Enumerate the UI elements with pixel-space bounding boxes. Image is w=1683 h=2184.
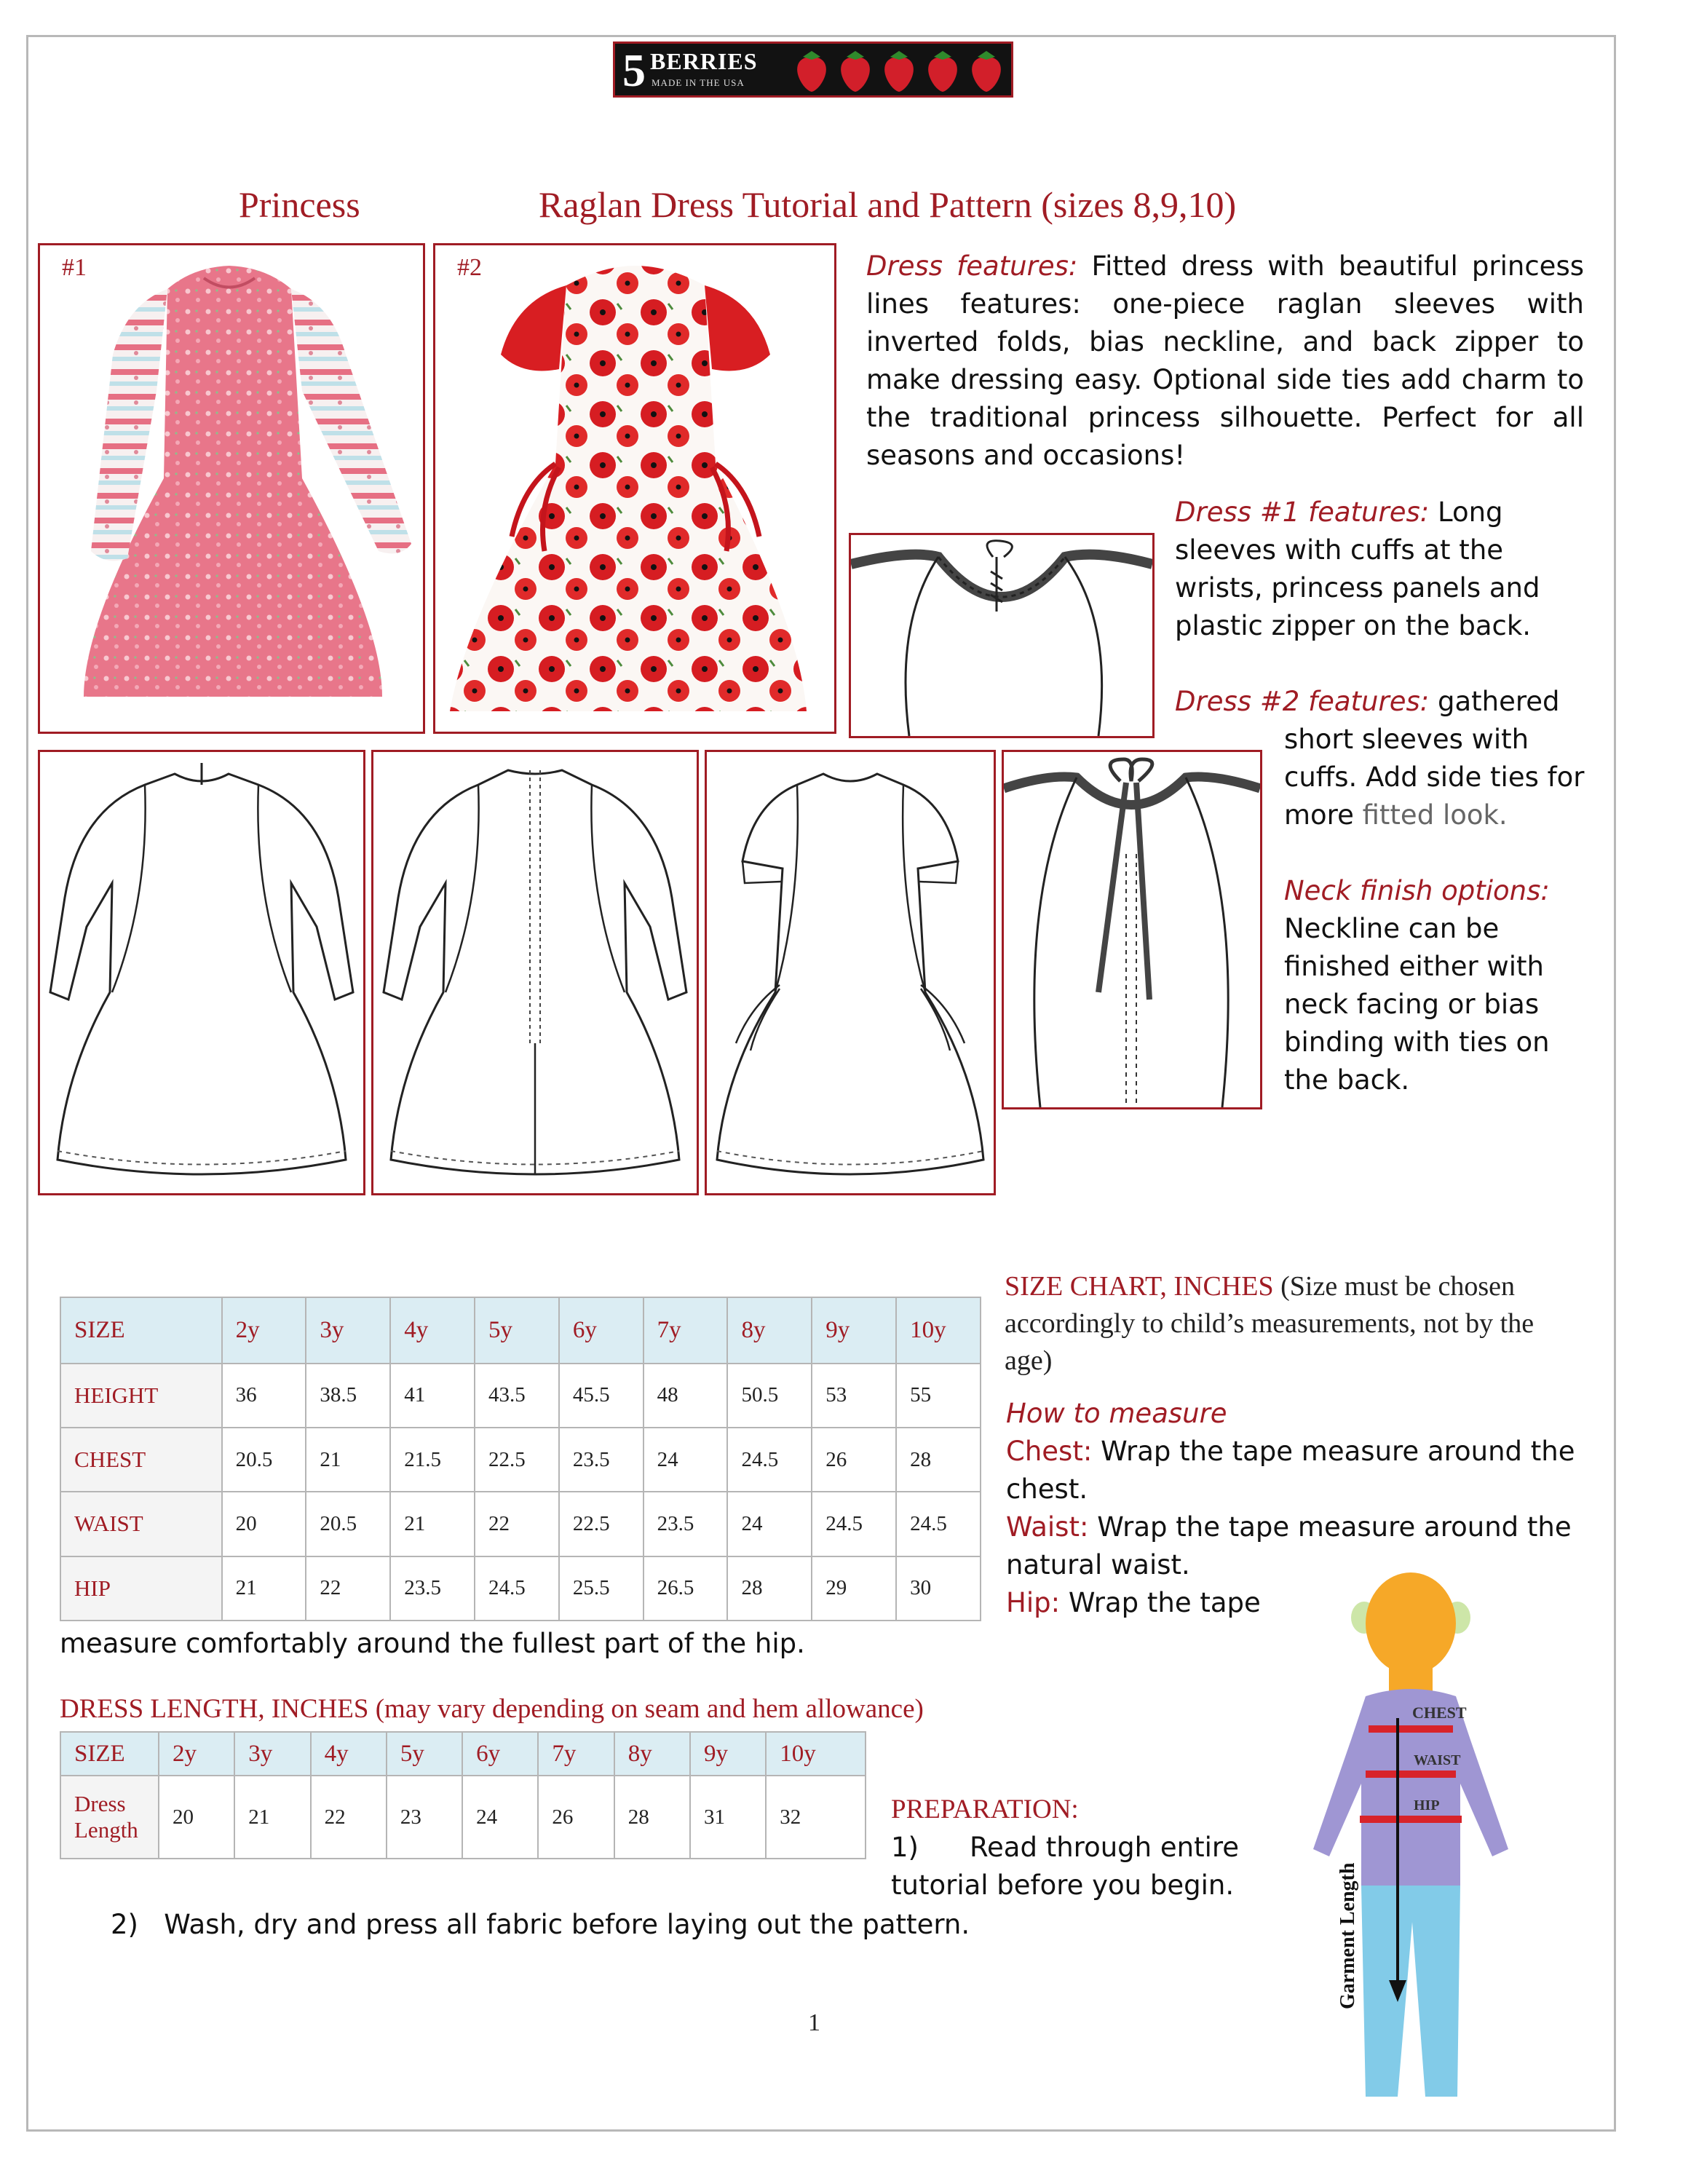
cell: 28 bbox=[614, 1776, 690, 1859]
cell: 50.5 bbox=[727, 1364, 812, 1428]
cell: 29 bbox=[812, 1556, 896, 1621]
brand-logo bbox=[613, 41, 1013, 98]
cell: 28 bbox=[727, 1556, 812, 1621]
dress-length-table bbox=[60, 1731, 866, 1859]
size-chart-col: 5y bbox=[475, 1297, 559, 1364]
size-chart-col-size: SIZE bbox=[60, 1297, 222, 1364]
cell: 20.5 bbox=[222, 1428, 306, 1492]
dress-length-col: 4y bbox=[311, 1732, 387, 1776]
cell: 20 bbox=[159, 1776, 234, 1859]
figure-legs bbox=[1361, 1886, 1460, 2097]
chest-label: Chest: bbox=[1006, 1436, 1093, 1467]
cell: 28 bbox=[896, 1428, 981, 1492]
hip-text-continued: measure comfortably around the fullest part of the hip. bbox=[60, 1628, 805, 1659]
size-chart-heading: SIZE CHART, INCHES bbox=[1005, 1271, 1274, 1302]
dress-length-col: 8y bbox=[614, 1732, 690, 1776]
cell: 23 bbox=[387, 1776, 462, 1859]
cell: 24 bbox=[644, 1428, 728, 1492]
cell: 21 bbox=[390, 1492, 475, 1556]
photo-2-label: #2 bbox=[457, 254, 482, 281]
row-label: CHEST bbox=[60, 1428, 222, 1492]
cell: 31 bbox=[690, 1776, 766, 1859]
figure-head bbox=[1366, 1572, 1456, 1674]
dress2-features-text-c: fitted look. bbox=[1362, 799, 1508, 831]
cell: 20.5 bbox=[306, 1492, 390, 1556]
bias-tie-neckline-sketch bbox=[1004, 752, 1260, 1107]
poppy-dress-illustration bbox=[435, 245, 834, 732]
cell: 24.5 bbox=[812, 1492, 896, 1556]
dress-length-row bbox=[60, 1776, 866, 1859]
waist-label: Waist: bbox=[1006, 1511, 1089, 1543]
size-chart-col: 7y bbox=[644, 1297, 728, 1364]
cell: 55 bbox=[896, 1364, 981, 1428]
dress-length-row-label: Dress Length bbox=[60, 1776, 159, 1859]
cell: 25.5 bbox=[559, 1556, 644, 1621]
back-view-sketch bbox=[373, 752, 697, 1193]
dress2-features-cont bbox=[1284, 721, 1590, 834]
photo-1-label: #1 bbox=[62, 254, 87, 281]
how-to-measure-heading: How to measure bbox=[1006, 1398, 1227, 1429]
sketch-front-long-sleeve bbox=[38, 750, 365, 1195]
dress2-features-label: Dress #2 features: bbox=[1175, 686, 1430, 717]
preparation-step-1 bbox=[891, 1829, 1270, 1904]
logo-tagline: MADE IN THE USA bbox=[652, 77, 745, 88]
step1-number: 1) bbox=[891, 1832, 919, 1863]
title-princess: Princess bbox=[239, 184, 360, 225]
figure-chest-label: CHEST bbox=[1412, 1704, 1467, 1722]
strawberries-icon bbox=[790, 47, 1008, 95]
size-chart-col: 8y bbox=[727, 1297, 812, 1364]
cell: 45.5 bbox=[559, 1364, 644, 1428]
photo-dress-1 bbox=[38, 243, 425, 734]
cell: 22 bbox=[306, 1556, 390, 1621]
neck-finish-text: Neckline can be finished either with neck facing or bias binding with ties on the back. bbox=[1284, 913, 1550, 1096]
hip-label: Hip: bbox=[1006, 1587, 1061, 1618]
cell: 22 bbox=[475, 1492, 559, 1556]
dress-features-label: Dress features: bbox=[866, 250, 1078, 282]
cell: 21 bbox=[234, 1776, 310, 1859]
cell: 41 bbox=[390, 1364, 475, 1428]
cell: 20 bbox=[222, 1492, 306, 1556]
dress-length-col: 10y bbox=[766, 1732, 866, 1776]
neck-finish-label: Neck finish options: bbox=[1284, 875, 1550, 906]
dress2-features-text-b: short sleeves with cuffs. Add side ties for more bbox=[1284, 724, 1585, 831]
hip-line bbox=[1360, 1816, 1462, 1823]
cell: 21 bbox=[306, 1428, 390, 1492]
dress2-features-text-a: gathered bbox=[1438, 686, 1560, 717]
size-chart-col: 3y bbox=[306, 1297, 390, 1364]
chest-text: Wrap the tape measure around the chest. bbox=[1006, 1436, 1575, 1505]
dress1-features-paragraph bbox=[1175, 494, 1590, 645]
size-chart-col: 4y bbox=[390, 1297, 475, 1364]
size-chart-col: 6y bbox=[559, 1297, 644, 1364]
hip-text: Wrap the tape bbox=[1068, 1587, 1261, 1618]
waist-text: Wrap the tape measure around the natural waist. bbox=[1006, 1511, 1572, 1580]
sketch-front-short-sleeve bbox=[705, 750, 996, 1195]
step2-number: 2) bbox=[111, 1909, 138, 1940]
cell: 24.5 bbox=[727, 1428, 812, 1492]
size-chart-col: 10y bbox=[896, 1297, 981, 1364]
cell: 22 bbox=[311, 1776, 387, 1859]
dress-length-col: 5y bbox=[387, 1732, 462, 1776]
dress-length-col: 2y bbox=[159, 1732, 234, 1776]
dress-features-paragraph bbox=[866, 248, 1584, 475]
neck-detail-zipper bbox=[849, 533, 1155, 738]
cell: 53 bbox=[812, 1364, 896, 1428]
dress1-features-label: Dress #1 features: bbox=[1175, 496, 1430, 528]
photo-dress-2 bbox=[433, 243, 836, 734]
body-measurement-figure bbox=[1296, 1572, 1543, 2104]
size-chart-col: 2y bbox=[222, 1297, 306, 1364]
cell: 26 bbox=[538, 1776, 614, 1859]
front-view-sketch bbox=[40, 752, 363, 1193]
size-chart-row-waist bbox=[60, 1492, 981, 1556]
step1-text-a: Read through entire bbox=[969, 1832, 1240, 1863]
cell: 23.5 bbox=[644, 1492, 728, 1556]
size-chart-note: (Size must be chosen accordingly to child’s measurements, not by the age) bbox=[1005, 1271, 1534, 1376]
neck-detail-bias-ties bbox=[1002, 750, 1262, 1109]
cell: 38.5 bbox=[306, 1364, 390, 1428]
dress-length-header-row bbox=[60, 1732, 866, 1776]
dress-length-col: 9y bbox=[690, 1732, 766, 1776]
dress-length-heading: DRESS LENGTH, INCHES (may vary depending on seam and hem allowance) bbox=[60, 1694, 924, 1724]
title-main: Raglan Dress Tutorial and Pattern (sizes 8,9,10) bbox=[539, 184, 1237, 225]
chest-line bbox=[1369, 1725, 1453, 1733]
figure-waist-label: WAIST bbox=[1414, 1752, 1461, 1768]
dress-features-text: Fitted dress with beautiful princess lines features: one-piece raglan sleeves with inverted folds, bias neckline, and back zipper to make dressing easy. Optional side ties add charm to the traditional princess silhouette. Perfect for all seasons and occasions! bbox=[866, 250, 1585, 471]
size-chart-row-height bbox=[60, 1364, 981, 1428]
step1-text-b: tutorial before you begin. bbox=[891, 1870, 1235, 1901]
size-chart-header-row bbox=[60, 1297, 981, 1364]
cell: 24 bbox=[727, 1492, 812, 1556]
figure-torso bbox=[1313, 1689, 1508, 1886]
neck-finish-paragraph bbox=[1284, 872, 1590, 1099]
dress1-features-text: Long sleeves with cuffs at the wrists, princess panels and plastic zipper on the back. bbox=[1175, 496, 1540, 641]
garment-length-label: Garment Length bbox=[1336, 1862, 1359, 2009]
cell: 26 bbox=[812, 1428, 896, 1492]
step2-text: Wash, dry and press all fabric before laying out the pattern. bbox=[164, 1909, 970, 1940]
size-chart-row-hip bbox=[60, 1556, 981, 1621]
cell: 43.5 bbox=[475, 1364, 559, 1428]
size-chart-table bbox=[60, 1297, 981, 1621]
preparation-step-2 bbox=[111, 1906, 970, 1944]
dress-length-col: 3y bbox=[234, 1732, 310, 1776]
cell: 23.5 bbox=[390, 1556, 475, 1621]
cell: 48 bbox=[644, 1364, 728, 1428]
sketch-back-long-sleeve bbox=[371, 750, 699, 1195]
cell: 30 bbox=[896, 1556, 981, 1621]
cell: 24.5 bbox=[475, 1556, 559, 1621]
cell: 22.5 bbox=[475, 1428, 559, 1492]
cell: 23.5 bbox=[559, 1428, 644, 1492]
row-label: WAIST bbox=[60, 1492, 222, 1556]
size-chart-heading-block bbox=[1005, 1268, 1587, 1380]
pink-dress-illustration bbox=[40, 245, 423, 732]
cell: 32 bbox=[766, 1776, 866, 1859]
cell: 22.5 bbox=[559, 1492, 644, 1556]
waist-line bbox=[1366, 1770, 1456, 1778]
cell: 21 bbox=[222, 1556, 306, 1621]
figure-hip-label: HIP bbox=[1414, 1797, 1440, 1813]
cell: 36 bbox=[222, 1364, 306, 1428]
cell: 26.5 bbox=[644, 1556, 728, 1621]
dress-length-col: 7y bbox=[538, 1732, 614, 1776]
cell: 21.5 bbox=[390, 1428, 475, 1492]
logo-number: 5 bbox=[622, 44, 646, 96]
row-label: HIP bbox=[60, 1556, 222, 1621]
cell: 24.5 bbox=[896, 1492, 981, 1556]
preparation-heading: PREPARATION: bbox=[891, 1795, 1079, 1824]
logo-brand: BERRIES bbox=[650, 48, 758, 74]
short-sleeve-sketch bbox=[707, 752, 994, 1193]
dress-length-col: 6y bbox=[462, 1732, 538, 1776]
size-chart-row-chest bbox=[60, 1428, 981, 1492]
page-number: 1 bbox=[808, 2009, 820, 2036]
dress-length-col-size: SIZE bbox=[60, 1732, 159, 1776]
zipper-neckline-sketch bbox=[851, 535, 1152, 736]
size-chart-col: 9y bbox=[812, 1297, 896, 1364]
dress2-features-paragraph bbox=[1175, 683, 1590, 721]
row-label: HEIGHT bbox=[60, 1364, 222, 1428]
cell: 24 bbox=[462, 1776, 538, 1859]
